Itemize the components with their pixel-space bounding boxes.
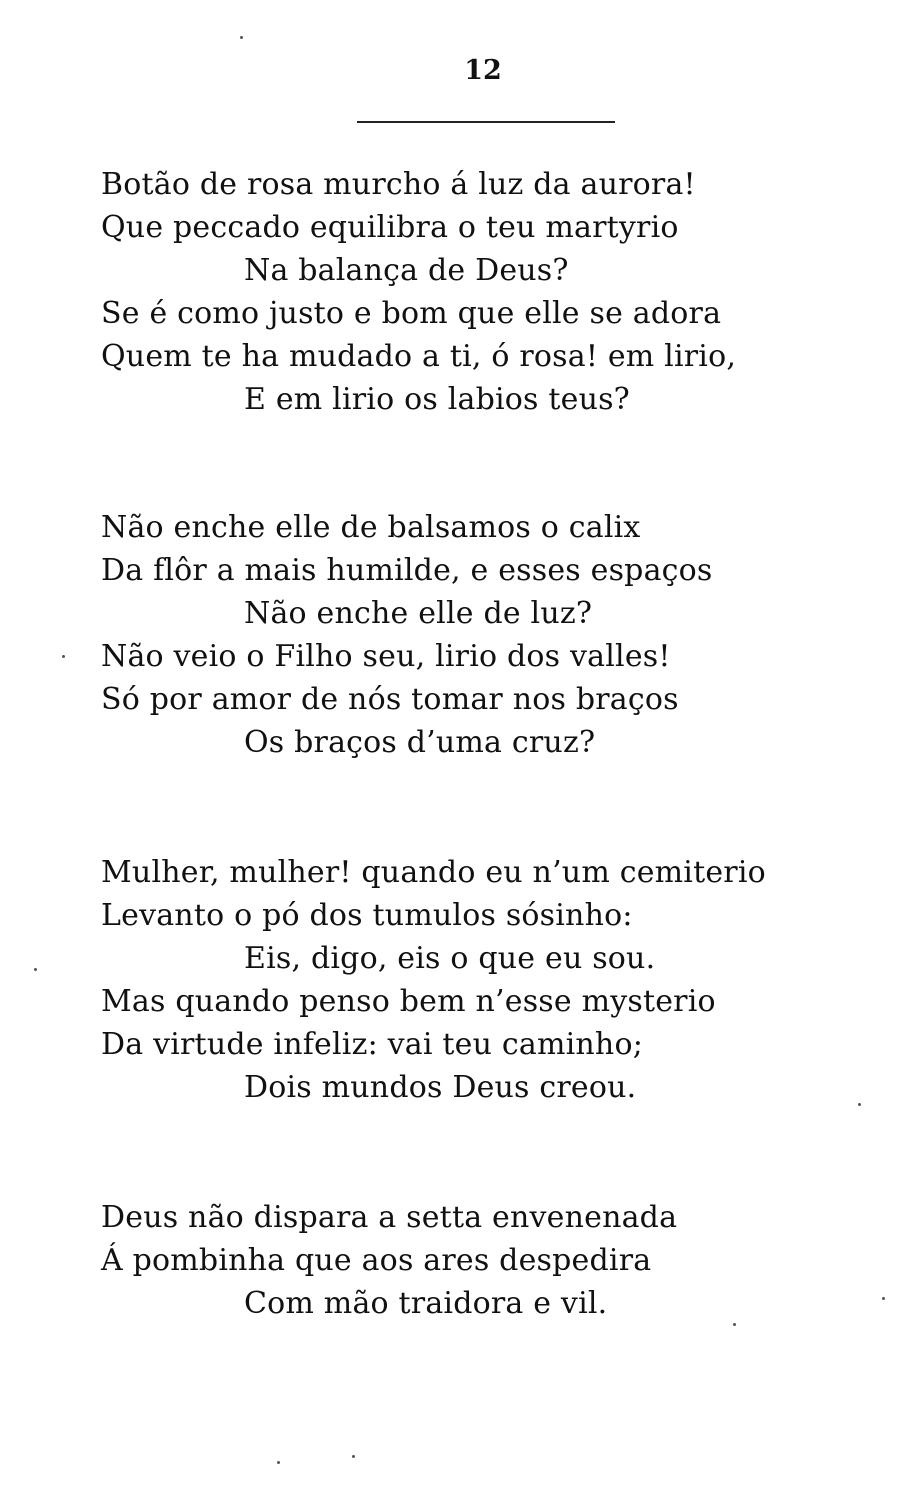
verse-line: Se é como justo e bom que elle se adora [101,296,722,331]
header-rule [357,121,615,123]
stanza-1 [101,163,736,421]
stanza-3 [101,851,766,1109]
verse-line: Só por amor de nós tomar nos braços [101,682,679,717]
verse-line: Á pombinha que aos ares despedira [101,1243,652,1278]
verse-line: Quem te ha mudado a ti, ó rosa! em lirio, [101,339,737,374]
verse-line-indented: Com mão traidora e vil. [244,1286,608,1321]
verse-line: Deus não dispara a setta envenenada [101,1200,678,1235]
print-speck [352,1455,355,1458]
verse-line-indented: Não enche elle de luz? [244,596,593,631]
page-number: 12 [464,55,502,86]
print-speck [882,1297,885,1300]
verse-line: Da flôr a mais humilde, e esses espaços [101,553,713,588]
verse-line: Botão de rosa murcho á luz da aurora! [101,167,696,202]
stanza-4 [101,1196,677,1325]
stanza-2 [101,506,713,764]
verse-line-indented: Eis, digo, eis o que eu sou. [244,941,656,976]
verse-line-indented: Na balança de Deus? [244,253,569,288]
verse-line-indented: Dois mundos Deus creou. [244,1070,637,1105]
verse-line: Mas quando penso bem n’esse mysterio [101,984,716,1019]
verse-line: Que peccado equilibra o teu martyrio [101,210,679,245]
print-speck [34,968,37,971]
verse-line: Da virtude infeliz: vai teu caminho; [101,1027,644,1062]
print-speck [62,655,65,658]
print-speck [277,1461,280,1464]
verse-line-indented: E em lirio os labios teus? [244,382,630,417]
verse-line: Não veio o Filho seu, lirio dos valles! [101,639,671,674]
print-speck [733,1323,736,1326]
print-speck [240,36,243,39]
verse-line: Mulher, mulher! quando eu n’um cemiterio [101,855,766,890]
verse-line: Levanto o pó dos tumulos sósinho: [101,898,633,933]
print-speck [858,1103,861,1106]
verse-line: Não enche elle de balsamos o calix [101,510,641,545]
verse-line-indented: Os braços d’uma cruz? [244,725,596,760]
